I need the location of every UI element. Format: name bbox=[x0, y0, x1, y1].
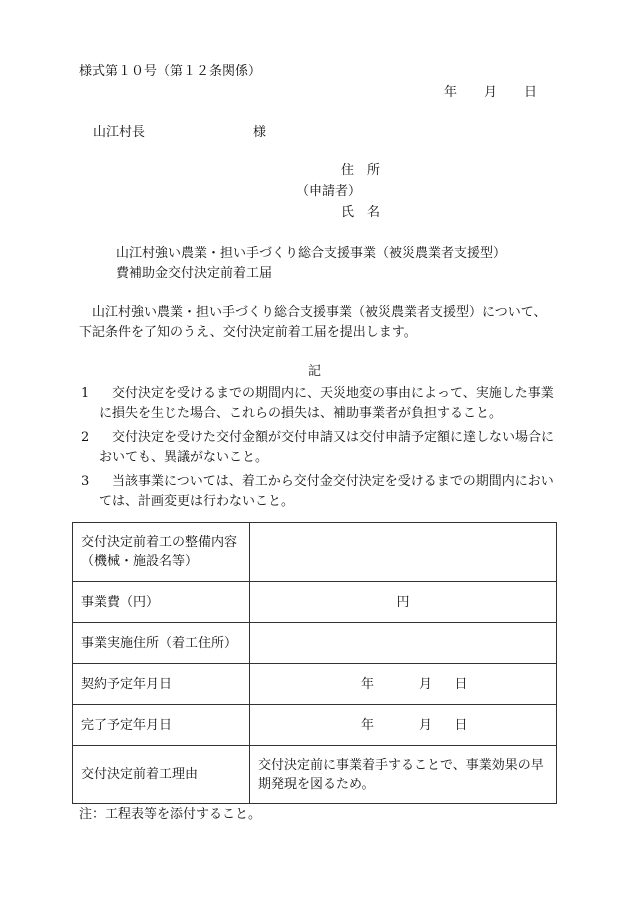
table-row bbox=[73, 705, 557, 746]
condition-item bbox=[79, 472, 559, 512]
document-title bbox=[116, 244, 506, 284]
table-row bbox=[73, 582, 557, 623]
ymd-month: 月 bbox=[418, 717, 432, 733]
addressee-honorific: 様 bbox=[253, 125, 267, 140]
conditions-list bbox=[79, 384, 559, 516]
title-line-2: 費補助金交付決定前着工届 bbox=[116, 266, 273, 281]
ymd-day: 日 bbox=[454, 717, 468, 733]
date-year: 年 bbox=[444, 85, 458, 100]
row-value: 交付決定前に事業着手することで、事業効果の早期発現を図るため。 bbox=[250, 746, 557, 804]
applicant-name-label: 氏 名 bbox=[341, 205, 381, 220]
body-text: 山江村強い農業・担い手づくり総合支援事業（被災農業者支援型）について、下記条件を了知のうえ、交付決定前着工届を提出します。 bbox=[79, 305, 547, 340]
condition-number: 3 bbox=[81, 474, 90, 489]
row-value bbox=[250, 705, 557, 746]
table-row bbox=[73, 623, 557, 664]
ymd-month: 月 bbox=[418, 676, 432, 692]
row-label: 事業費（円） bbox=[73, 582, 250, 623]
condition-item bbox=[79, 428, 559, 468]
title-line-1: 山江村強い農業・担い手づくり総合支援事業（被災農業者支援型） bbox=[116, 246, 507, 261]
condition-number: 2 bbox=[81, 430, 90, 445]
ymd-year: 年 bbox=[360, 676, 374, 692]
table-row bbox=[73, 664, 557, 705]
date-line bbox=[444, 84, 537, 102]
row-label: 交付決定前着工の整備内容（機械・施設名等） bbox=[73, 523, 250, 582]
row-value bbox=[250, 623, 557, 664]
condition-text: 当該事業については、着工から交付金交付決定を受けるまでの期間内においては、計画変更は行わないこと。 bbox=[99, 474, 554, 509]
addressee-name: 山江村長 bbox=[93, 125, 146, 140]
details-table bbox=[72, 522, 557, 804]
row-label: 交付決定前着工理由 bbox=[73, 746, 250, 804]
ymd-year: 年 bbox=[360, 717, 374, 733]
table-row bbox=[73, 746, 557, 804]
condition-text: 交付決定を受けた交付金額が交付申請又は交付申請予定額に達しない場合においても、異議がないこと。 bbox=[99, 430, 555, 465]
date-day: 日 bbox=[524, 85, 538, 100]
row-value bbox=[250, 664, 557, 705]
date-month: 月 bbox=[484, 85, 498, 100]
condition-text: 交付決定を受けるまでの期間内に、天災地変の事由によって、実施した事業に損失を生じた場合、これらの損失は、補助事業者が負担すること。 bbox=[99, 386, 554, 421]
condition-item bbox=[79, 384, 559, 424]
row-value bbox=[250, 523, 557, 582]
note: 注：工程表等を添付すること。 bbox=[79, 807, 262, 822]
row-label: 事業実施住所（着工住所） bbox=[73, 623, 250, 664]
condition-number: 1 bbox=[81, 386, 90, 401]
applicant-address-label: 住 所 bbox=[341, 163, 381, 178]
row-label: 契約予定年月日 bbox=[73, 664, 250, 705]
ki-heading: 記 bbox=[308, 364, 322, 379]
table-row bbox=[73, 523, 557, 582]
form-number: 様式第１０号（第１２条関係） bbox=[79, 64, 262, 79]
applicant-role-label: （申請者） bbox=[296, 184, 362, 199]
row-label: 完了予定年月日 bbox=[73, 705, 250, 746]
ymd-day: 日 bbox=[454, 676, 468, 692]
row-value: 円 bbox=[250, 582, 557, 623]
